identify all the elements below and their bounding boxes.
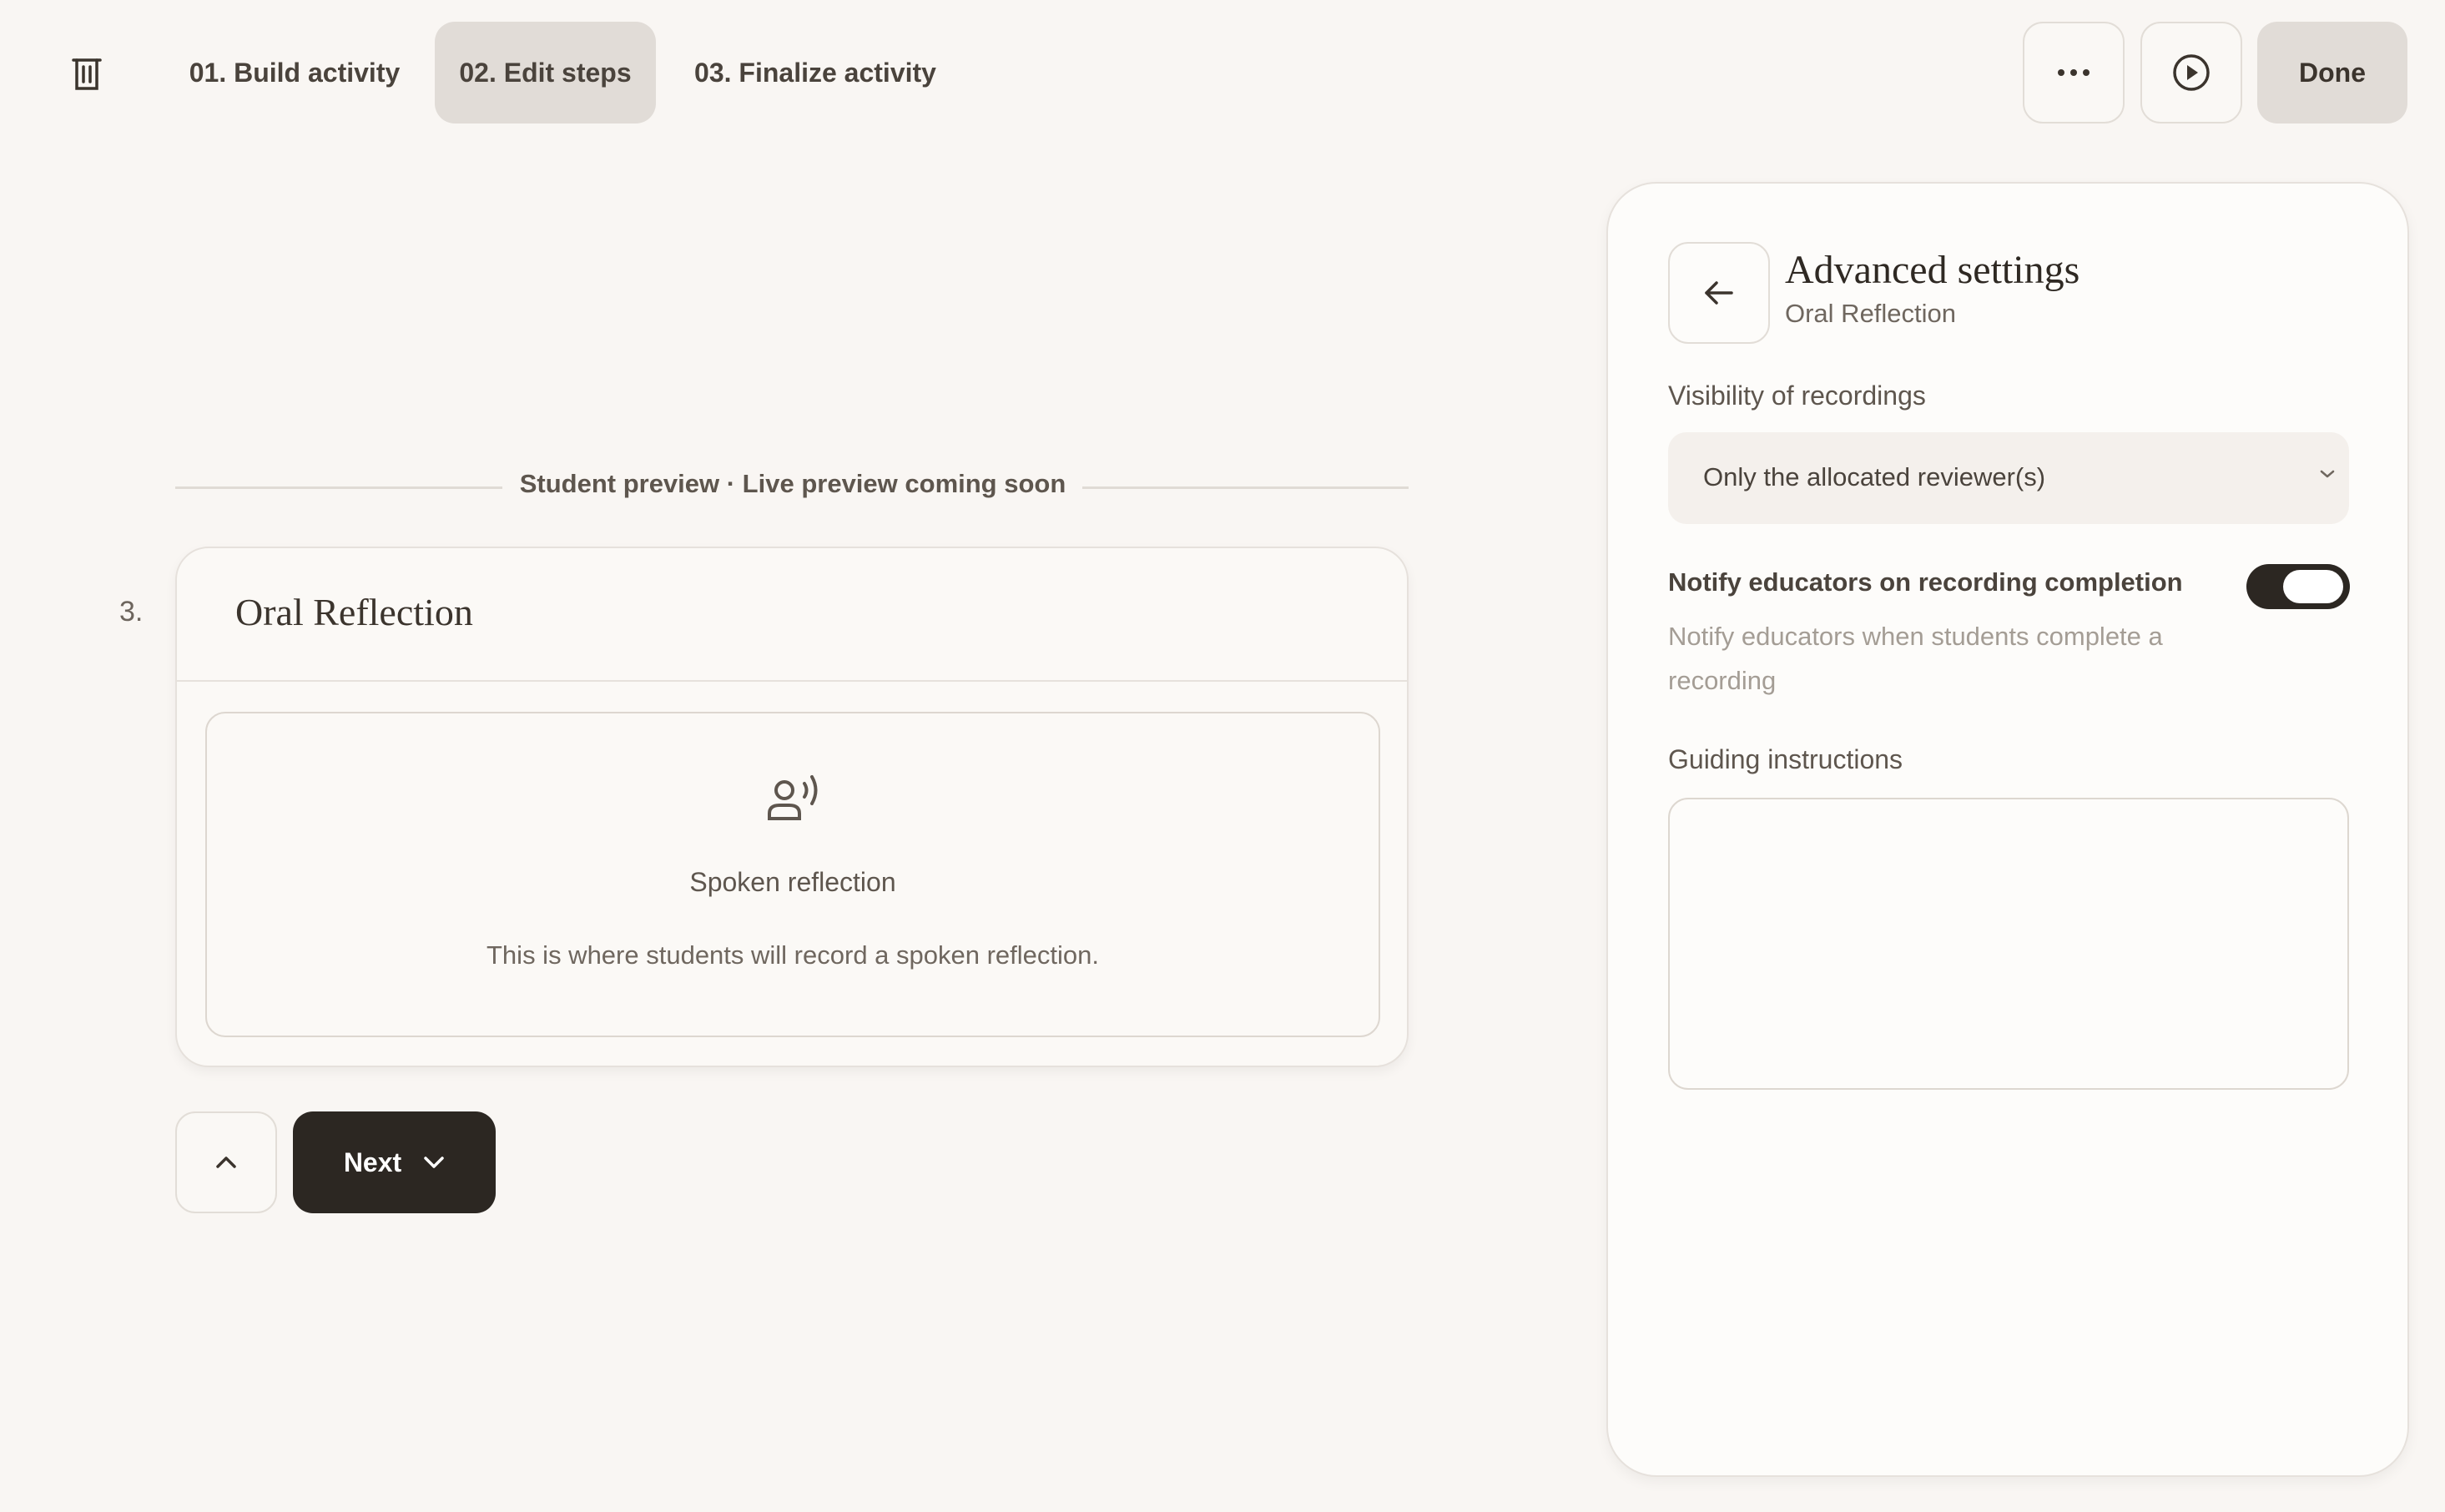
card-title: Oral Reflection <box>235 591 473 633</box>
instructions-label: Guiding instructions <box>1668 744 1903 774</box>
trash-icon <box>70 55 103 92</box>
step-number: 3. <box>119 596 144 627</box>
person-speaking-icon <box>766 774 824 824</box>
toggle-knob <box>2283 570 2343 603</box>
done-button[interactable]: Done <box>2257 22 2407 123</box>
play-circle-icon <box>2172 53 2211 92</box>
divider-right <box>1082 486 1409 489</box>
chevron-down-icon <box>2319 469 2336 479</box>
visibility-selected-value: Only the allocated reviewer(s) <box>1703 462 2046 491</box>
delete-button[interactable] <box>60 47 113 100</box>
arrow-left-icon <box>1703 280 1735 306</box>
tab-edit-steps[interactable]: 02. Edit steps <box>435 22 656 123</box>
ellipsis-icon <box>2057 68 2090 77</box>
panel-subtitle: Oral Reflection <box>1785 299 1957 328</box>
block-title: Spoken reflection <box>689 867 896 897</box>
back-button[interactable] <box>1668 242 1770 344</box>
tab-finalize-activity[interactable]: 03. Finalize activity <box>694 57 936 88</box>
card-divider <box>177 680 1407 682</box>
advanced-settings-panel <box>1606 182 2409 1477</box>
preview-play-button[interactable] <box>2140 22 2242 123</box>
visibility-select[interactable] <box>1668 432 2349 524</box>
more-options-button[interactable] <box>2023 22 2125 123</box>
spoken-reflection-block <box>205 712 1380 1037</box>
guiding-instructions-field[interactable] <box>1668 798 2349 1090</box>
preview-label: Student preview · Live preview coming soon <box>519 469 1066 498</box>
block-description: This is where students will record a spoken reflection. <box>486 940 1099 970</box>
next-button[interactable] <box>293 1111 496 1213</box>
notify-label: Notify educators on recording completion <box>1668 567 2183 597</box>
notify-description: Notify educators when students complete a recording <box>1668 622 2163 695</box>
tab-build-activity[interactable]: 01. Build activity <box>189 57 401 88</box>
chevron-up-icon <box>215 1156 237 1169</box>
previous-step-button[interactable] <box>175 1111 277 1213</box>
next-label: Next <box>343 1147 402 1177</box>
step-card <box>175 547 1409 1067</box>
visibility-label: Visibility of recordings <box>1668 381 1926 411</box>
panel-title: Advanced settings <box>1785 248 2080 292</box>
chevron-down-icon <box>423 1156 445 1169</box>
notify-toggle[interactable] <box>2246 564 2350 609</box>
